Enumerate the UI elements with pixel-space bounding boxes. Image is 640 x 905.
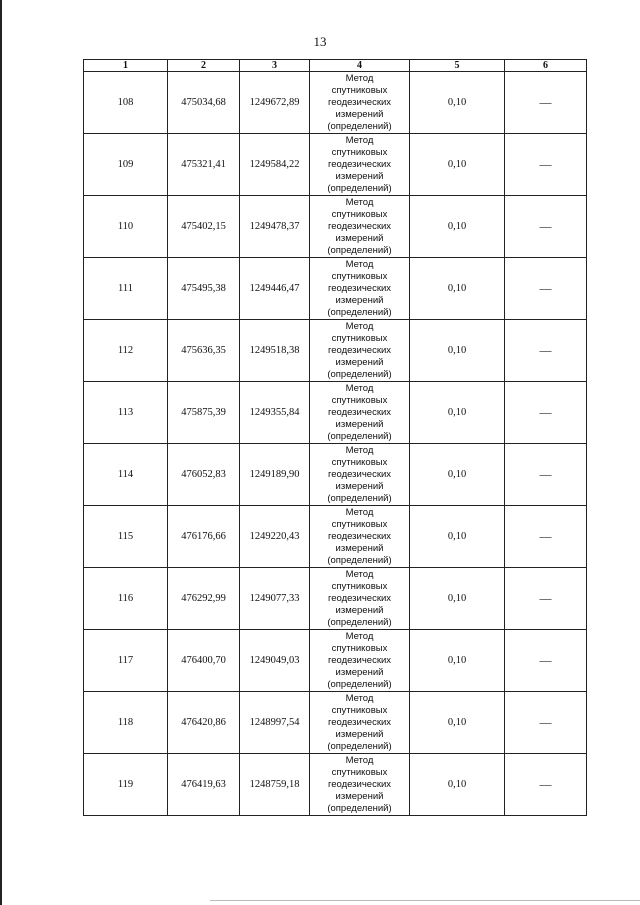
method-description: Метод спутниковых геодезических измерений (определений) [310,382,410,444]
table-row [84,506,587,568]
point-number: 114 [84,444,168,506]
note-dash: — [505,320,587,382]
method-description: Метод спутниковых геодезических измерений (определений) [310,692,410,754]
table-body [84,72,587,816]
header-col-5: 5 [410,60,505,72]
header-col-1: 1 [84,60,168,72]
point-number: 110 [84,196,168,258]
coordinate-y: 1249189,90 [240,444,310,506]
accuracy-value: 0,10 [410,382,505,444]
method-description: Метод спутниковых геодезических измерений (определений) [310,506,410,568]
accuracy-value: 0,10 [410,506,505,568]
accuracy-value: 0,10 [410,196,505,258]
table-row [84,72,587,134]
coordinate-x: 475495,38 [168,258,240,320]
method-description: Метод спутниковых геодезических измерений (определений) [310,320,410,382]
note-dash: — [505,134,587,196]
point-number: 113 [84,382,168,444]
note-dash: — [505,258,587,320]
table-row [84,754,587,816]
note-dash: — [505,382,587,444]
accuracy-value: 0,10 [410,320,505,382]
table-row [84,196,587,258]
header-col-2: 2 [168,60,240,72]
method-description: Метод спутниковых геодезических измерений (определений) [310,754,410,816]
header-row [84,60,587,72]
point-number: 112 [84,320,168,382]
method-description: Метод спутниковых геодезических измерений (определений) [310,444,410,506]
coordinate-y: 1249049,03 [240,630,310,692]
method-description: Метод спутниковых геодезических измерений (определений) [310,72,410,134]
note-dash: — [505,692,587,754]
table-row [84,630,587,692]
point-number: 109 [84,134,168,196]
coordinate-x: 476420,86 [168,692,240,754]
coordinate-y: 1249446,47 [240,258,310,320]
point-number: 115 [84,506,168,568]
point-number: 108 [84,72,168,134]
point-number: 111 [84,258,168,320]
page-number: 13 [313,34,327,49]
note-dash: — [505,196,587,258]
table-row [84,692,587,754]
accuracy-value: 0,10 [410,630,505,692]
table-row [84,134,587,196]
coordinate-x: 475875,39 [168,382,240,444]
note-dash: — [505,444,587,506]
scan-left-edge [0,0,2,905]
accuracy-value: 0,10 [410,72,505,134]
scan-bottom-line [210,900,640,901]
coordinate-y: 1249220,43 [240,506,310,568]
table-row [84,320,587,382]
header-col-6: 6 [505,60,587,72]
coordinate-x: 476052,83 [168,444,240,506]
coordinate-y: 1249478,37 [240,196,310,258]
coordinate-x: 476400,70 [168,630,240,692]
coordinate-y: 1249672,89 [240,72,310,134]
accuracy-value: 0,10 [410,568,505,630]
point-number: 117 [84,630,168,692]
accuracy-value: 0,10 [410,754,505,816]
note-dash: — [505,630,587,692]
coordinate-x: 476292,99 [168,568,240,630]
coordinate-x: 475402,15 [168,196,240,258]
coordinate-y: 1249518,38 [240,320,310,382]
method-description: Метод спутниковых геодезических измерений (определений) [310,196,410,258]
accuracy-value: 0,10 [410,134,505,196]
accuracy-value: 0,10 [410,692,505,754]
table-row [84,382,587,444]
table-row [84,568,587,630]
header-col-4: 4 [310,60,410,72]
method-description: Метод спутниковых геодезических измерений (определений) [310,568,410,630]
coordinate-x: 475034,68 [168,72,240,134]
note-dash: — [505,754,587,816]
coordinates-table [83,59,587,816]
accuracy-value: 0,10 [410,258,505,320]
note-dash: — [505,72,587,134]
coordinate-y: 1249077,33 [240,568,310,630]
coordinate-y: 1249584,22 [240,134,310,196]
method-description: Метод спутниковых геодезических измерений (определений) [310,630,410,692]
coordinate-y: 1248997,54 [240,692,310,754]
note-dash: — [505,568,587,630]
note-dash: — [505,506,587,568]
coordinate-y: 1249355,84 [240,382,310,444]
table-row [84,444,587,506]
method-description: Метод спутниковых геодезических измерений (определений) [310,134,410,196]
coordinate-y: 1248759,18 [240,754,310,816]
coordinate-x: 476419,63 [168,754,240,816]
coordinate-x: 475636,35 [168,320,240,382]
method-description: Метод спутниковых геодезических измерений (определений) [310,258,410,320]
header-col-3: 3 [240,60,310,72]
coordinate-x: 475321,41 [168,134,240,196]
point-number: 118 [84,692,168,754]
accuracy-value: 0,10 [410,444,505,506]
coordinate-x: 476176,66 [168,506,240,568]
table-row [84,258,587,320]
point-number: 119 [84,754,168,816]
point-number: 116 [84,568,168,630]
